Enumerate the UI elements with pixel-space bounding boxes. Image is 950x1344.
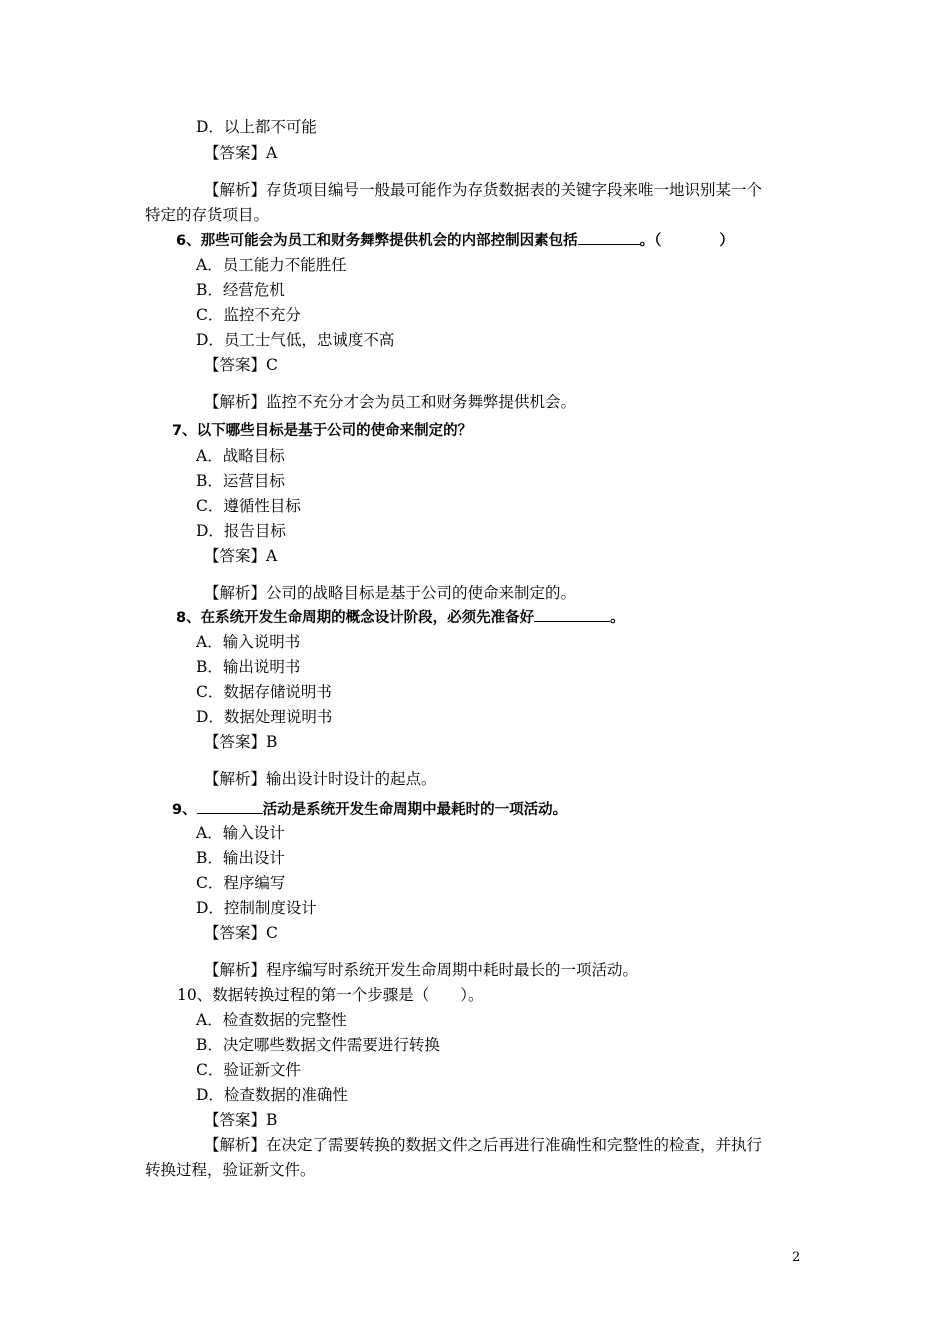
explanation: 【解析】在决定了需要转换的数据文件之后再进行准确性和完整性的检查，并执行 (204, 1136, 763, 1154)
option-a: A．输入说明书 (196, 633, 301, 651)
option-d: D．控制制度设计 (196, 899, 317, 917)
question-number: 6、 (176, 233, 201, 249)
option-b: B．运营目标 (196, 472, 285, 490)
option-d: D．以上都不可能 (196, 118, 317, 136)
option-c: C．监控不充分 (196, 306, 301, 324)
question-number: 7、 (172, 423, 197, 439)
option-a: A．员工能力不能胜任 (196, 256, 347, 274)
question-text: 活动是系统开发生命周期中最耗时的一项活动。 (262, 802, 568, 818)
option-d: D．报告目标 (196, 522, 286, 540)
answer: 【答案】B (204, 1111, 278, 1129)
option-b: B．输出设计 (196, 849, 285, 867)
option-a: A．输入设计 (196, 824, 285, 842)
question-8 (176, 607, 625, 628)
answer: 【答案】C (204, 924, 278, 942)
explanation: 【解析】存货项目编号一般最可能作为存货数据表的关键字段来唯一地识别某一个 (204, 181, 763, 199)
explanation: 【解析】输出设计时设计的起点。 (204, 770, 437, 788)
answer: 【答案】C (204, 356, 278, 374)
question-text-end: 。 (610, 610, 625, 626)
answer-blank (197, 799, 263, 814)
option-b: B．决定哪些数据文件需要进行转换 (196, 1036, 440, 1054)
option-b: B．输出说明书 (196, 658, 301, 676)
question-text: 那些可能会为员工和财务舞弊提供机会的内部控制因素包括 (200, 233, 578, 249)
question-7 (172, 421, 472, 441)
option-c: C．验证新文件 (196, 1061, 301, 1079)
answer: 【答案】A (204, 547, 278, 565)
answer: 【答案】A (204, 144, 278, 162)
option-c: C．程序编写 (196, 874, 286, 892)
question-text: 在系统开发生命周期的概念设计阶段，必须先准备好 (200, 610, 535, 626)
question-6 (176, 230, 734, 251)
question-number: 9、 (172, 802, 197, 818)
explanation: 【解析】公司的战略目标是基于公司的使命来制定的。 (204, 584, 577, 602)
answer-blank (534, 607, 610, 622)
explanation-continued: 转换过程，验证新文件。 (145, 1161, 316, 1179)
question-9 (172, 799, 567, 820)
question-text-end: 。（ ） (639, 233, 734, 249)
option-a: A．检查数据的完整性 (196, 1011, 347, 1029)
answer: 【答案】B (204, 733, 278, 751)
explanation: 【解析】程序编写时系统开发生命周期中耗时最长的一项活动。 (204, 961, 639, 979)
option-d: D．检查数据的准确性 (196, 1086, 348, 1104)
option-c: C．数据存储说明书 (196, 683, 332, 701)
option-b: B．经营危机 (196, 281, 285, 299)
answer-blank (578, 230, 640, 245)
question-10: 10、数据转换过程的第一个步骤是（ ）。 (177, 986, 484, 1004)
option-a: A．战略目标 (196, 447, 285, 465)
option-d: D．数据处理说明书 (196, 708, 333, 726)
page-number: 2 (792, 1250, 801, 1265)
question-number: 8、 (176, 610, 201, 626)
option-c: C．遵循性目标 (196, 497, 301, 515)
explanation-continued: 特定的存货项目。 (145, 206, 270, 224)
question-text: 以下哪些目标是基于公司的使命来制定的？ (196, 423, 473, 439)
explanation: 【解析】监控不充分才会为员工和财务舞弊提供机会。 (204, 393, 577, 411)
option-d: D．员工士气低，忠诚度不高 (196, 331, 395, 349)
